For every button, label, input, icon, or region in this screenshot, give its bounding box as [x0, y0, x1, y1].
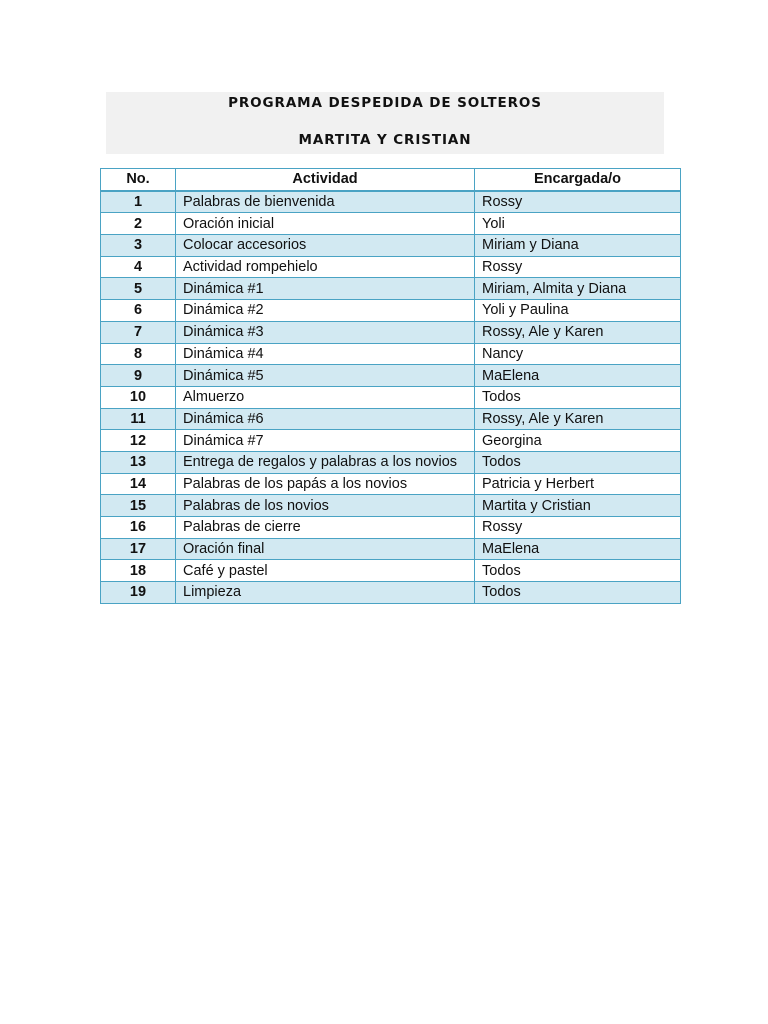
activity-cell: Colocar accesorios: [176, 235, 475, 257]
responsible-cell: MaElena: [475, 365, 681, 387]
activity-cell: Palabras de bienvenida: [176, 191, 475, 213]
table-row: [101, 430, 681, 452]
document-header: [106, 92, 664, 154]
activity-cell: Dinámica #3: [176, 321, 475, 343]
program-table: [100, 168, 681, 604]
row-number-cell: 6: [101, 300, 176, 322]
responsible-cell: Miriam, Almita y Diana: [475, 278, 681, 300]
row-number-cell: 5: [101, 278, 176, 300]
table-row: [101, 300, 681, 322]
responsible-cell: Patricia y Herbert: [475, 473, 681, 495]
row-number-cell: 13: [101, 451, 176, 473]
activity-cell: Dinámica #4: [176, 343, 475, 365]
table-row: [101, 256, 681, 278]
table-row: [101, 538, 681, 560]
responsible-cell: Rossy: [475, 256, 681, 278]
table-row: [101, 191, 681, 213]
table-row: [101, 365, 681, 387]
responsible-cell: Rossy, Ale y Karen: [475, 321, 681, 343]
document-title: PROGRAMA DESPEDIDA DE SOLTEROS: [228, 95, 542, 111]
table-body: [101, 191, 681, 604]
responsible-cell: Martita y Cristian: [475, 495, 681, 517]
column-header-encargado: Encargada/o: [475, 169, 681, 191]
activity-cell: Dinámica #1: [176, 278, 475, 300]
activity-cell: Dinámica #6: [176, 408, 475, 430]
activity-cell: Palabras de cierre: [176, 517, 475, 539]
table-row: [101, 560, 681, 582]
activity-cell: Dinámica #7: [176, 430, 475, 452]
responsible-cell: Rossy: [475, 517, 681, 539]
activity-cell: Entrega de regalos y palabras a los novios: [176, 451, 475, 473]
table-row: [101, 213, 681, 235]
row-number-cell: 8: [101, 343, 176, 365]
table-row: [101, 582, 681, 604]
responsible-cell: Rossy, Ale y Karen: [475, 408, 681, 430]
header-row: [101, 169, 681, 191]
row-number-cell: 16: [101, 517, 176, 539]
table-row: [101, 321, 681, 343]
responsible-cell: Georgina: [475, 430, 681, 452]
responsible-cell: Todos: [475, 451, 681, 473]
activity-cell: Café y pastel: [176, 560, 475, 582]
activity-cell: Dinámica #2: [176, 300, 475, 322]
row-number-cell: 1: [101, 191, 176, 213]
table-row: [101, 495, 681, 517]
responsible-cell: Nancy: [475, 343, 681, 365]
table-row: [101, 408, 681, 430]
responsible-cell: Yoli y Paulina: [475, 300, 681, 322]
activity-cell: Palabras de los novios: [176, 495, 475, 517]
responsible-cell: Todos: [475, 560, 681, 582]
activity-cell: Actividad rompehielo: [176, 256, 475, 278]
row-number-cell: 9: [101, 365, 176, 387]
row-number-cell: 2: [101, 213, 176, 235]
responsible-cell: Rossy: [475, 191, 681, 213]
column-header-no: No.: [101, 169, 176, 191]
row-number-cell: 18: [101, 560, 176, 582]
table-row: [101, 235, 681, 257]
responsible-cell: Todos: [475, 386, 681, 408]
responsible-cell: Miriam y Diana: [475, 235, 681, 257]
table-header: [101, 169, 681, 191]
activity-cell: Oración inicial: [176, 213, 475, 235]
row-number-cell: 15: [101, 495, 176, 517]
responsible-cell: Yoli: [475, 213, 681, 235]
activity-cell: Palabras de los papás a los novios: [176, 473, 475, 495]
row-number-cell: 7: [101, 321, 176, 343]
row-number-cell: 19: [101, 582, 176, 604]
row-number-cell: 3: [101, 235, 176, 257]
table-row: [101, 278, 681, 300]
row-number-cell: 4: [101, 256, 176, 278]
row-number-cell: 17: [101, 538, 176, 560]
table-row: [101, 517, 681, 539]
activity-cell: Oración final: [176, 538, 475, 560]
row-number-cell: 10: [101, 386, 176, 408]
row-number-cell: 12: [101, 430, 176, 452]
document-subtitle: MARTITA Y CRISTIAN: [298, 132, 472, 148]
activity-cell: Dinámica #5: [176, 365, 475, 387]
table-row: [101, 343, 681, 365]
responsible-cell: MaElena: [475, 538, 681, 560]
row-number-cell: 14: [101, 473, 176, 495]
activity-cell: Almuerzo: [176, 386, 475, 408]
table-row: [101, 451, 681, 473]
table-row: [101, 386, 681, 408]
responsible-cell: Todos: [475, 582, 681, 604]
table-row: [101, 473, 681, 495]
column-header-actividad: Actividad: [176, 169, 475, 191]
row-number-cell: 11: [101, 408, 176, 430]
activity-cell: Limpieza: [176, 582, 475, 604]
